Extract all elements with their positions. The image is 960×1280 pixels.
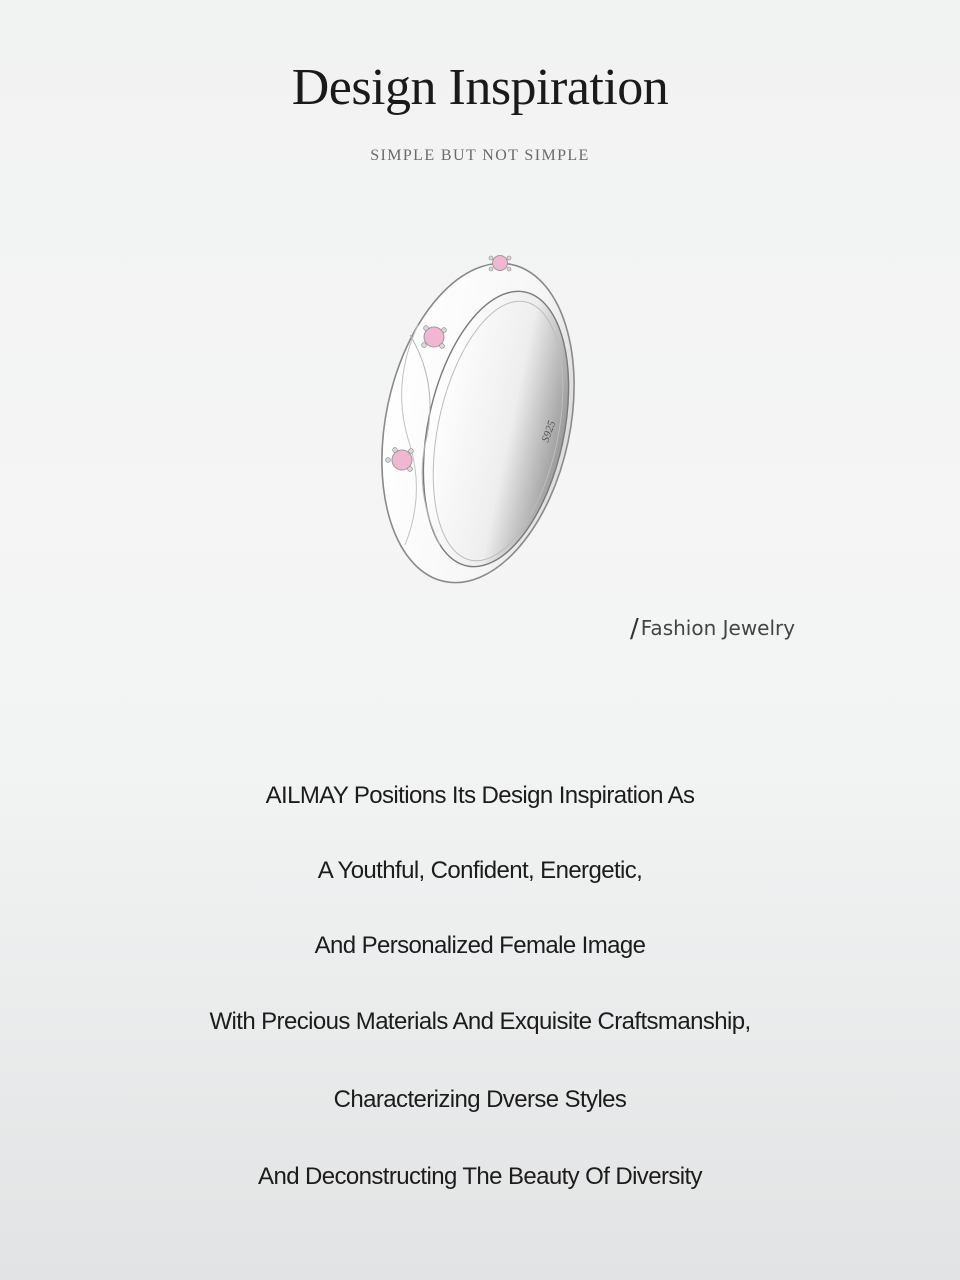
page-subtitle: SIMPLE BUT NOT SIMPLE <box>370 147 590 164</box>
description-line: A Youthful, Confident, Energetic, <box>317 857 643 884</box>
page-title: Design Inspiration <box>291 59 669 116</box>
description-line: AILMAY Positions Its Design Inspiration As <box>265 782 695 809</box>
description-line: Characterizing Dverse Styles <box>333 1086 627 1113</box>
engraving-text: S925 <box>539 419 559 445</box>
stone-top <box>489 256 511 272</box>
stone-middle <box>422 326 447 349</box>
caption-slash: / <box>630 614 639 644</box>
ring-icon <box>370 245 590 590</box>
description-line: And Personalized Female Image <box>314 932 646 959</box>
product-caption <box>630 614 795 644</box>
description-line: With Precious Materials And Exquisite Craftsmanship, <box>209 1008 751 1035</box>
caption-text: Fashion Jewelry <box>640 616 796 640</box>
description-line: And Deconstructing The Beauty Of Diversity <box>258 1163 702 1190</box>
